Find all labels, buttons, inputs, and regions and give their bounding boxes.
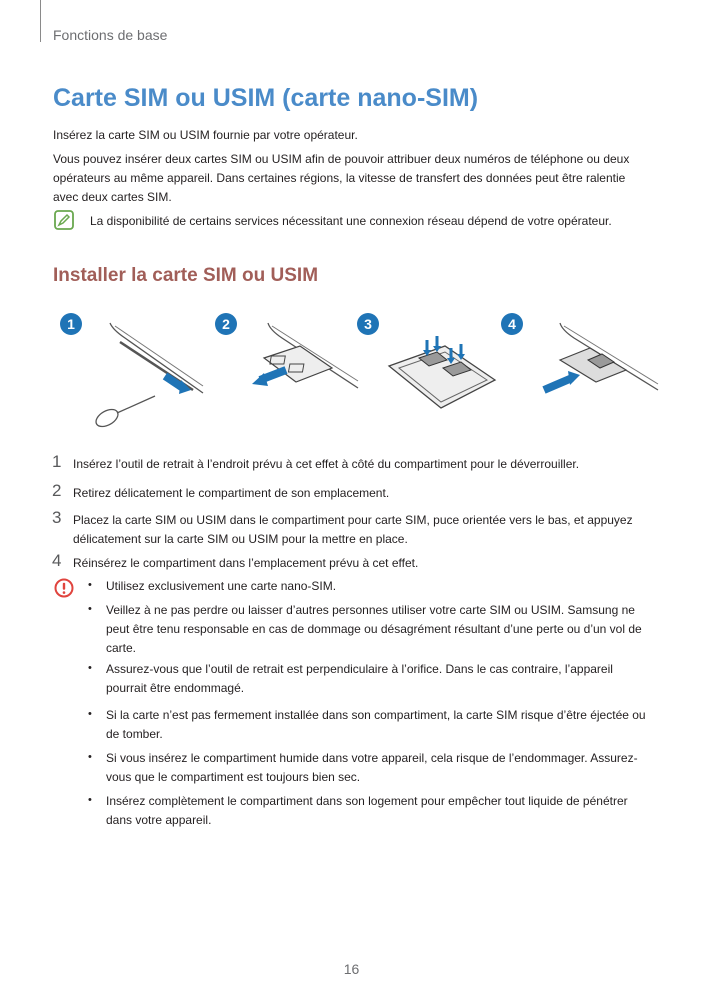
warning-item-2: Veillez à ne pas perdre ou laisser d’autres personnes utiliser votre carte SIM ou USIM. Samsung ne peut être tenu responsable en cas de dommage ou désagrément résultant d’une perte ou d’un vol de carte. [106,603,642,655]
warning-item-4: Si la carte n’est pas fermement installée dans son compartiment, la carte SIM risque d’être éjectée ou de tomber. [106,708,646,741]
intro-paragraph-1: Insérez la carte SIM ou USIM fournie par votre opérateur. [53,128,358,142]
page-number: 16 [343,961,360,977]
caution-icon [54,578,74,598]
tray-reinsert-illustration [530,318,660,430]
tray-removal-illustration [240,318,360,430]
warning-item-5: Si vous insérez le compartiment humide dans votre appareil, cela risque de l’endommager. Assurez-vous que le compartiment est toujours bien sec. [106,751,638,784]
note-text: La disponibilité de certains services nécessitant une connexion réseau dépend de votre opérateur. [90,214,612,228]
page-title: Carte SIM ou USIM (carte nano-SIM) [53,84,479,112]
bullet-marker: • [88,662,92,674]
figure-badge-1: 1 [60,313,82,335]
eject-pin-illustration [85,318,205,430]
section-subtitle: Installer la carte SIM ou USIM [53,265,319,286]
step-text-4: Réinsérez le compartiment dans l’emplacement prévu à cet effet. [73,556,419,570]
intro-paragraph-2: Vous pouvez insérer deux cartes SIM ou USIM afin de pouvoir attribuer deux numéros de téléphone ou deux opérateurs au même appareil. Dans certaines régions, la vitesse de transfert des données peut être ralentie avec deux cartes SIM. [53,152,630,204]
bullet-marker: • [88,579,92,591]
bullet-marker: • [88,708,92,720]
figure-badge-3: 3 [357,313,379,335]
step-text-1: Insérez l’outil de retrait à l’endroit prévu à cet effet à côté du compartiment pour le déverrouiller. [73,457,580,471]
warning-item-6: Insérez complètement le compartiment dans son logement pour empêcher tout liquide de pénétrer dans votre appareil. [106,794,628,827]
step-number-2: 2 [52,481,62,500]
corner-line [40,0,41,42]
step-text-2: Retirez délicatement le compartiment de son emplacement. [73,486,390,500]
card-placement-illustration [385,318,505,430]
step-number-1: 1 [52,452,62,471]
warning-item-1: Utilisez exclusivement une carte nano-SIM. [106,579,337,593]
section-header: Fonctions de base [53,27,168,43]
step-text-3: Placez la carte SIM ou USIM dans le compartiment pour carte SIM, puce orientée vers le bas, et appuyez délicatement sur la carte SIM ou USIM pour la mettre en place. [73,513,633,546]
bullet-marker: • [88,794,92,806]
step-number-3: 3 [52,508,62,527]
warning-item-3: Assurez-vous que l’outil de retrait est perpendiculaire à l’orifice. Dans le cas contraire, l’appareil pourrait être endommagé. [106,662,613,695]
figure-badge-2: 2 [215,313,237,335]
note-icon [54,210,74,230]
bullet-marker: • [88,751,92,763]
sim-installation-figures [60,310,660,430]
figure-badge-4: 4 [501,313,523,335]
step-number-4: 4 [52,551,62,570]
bullet-marker: • [88,603,92,615]
